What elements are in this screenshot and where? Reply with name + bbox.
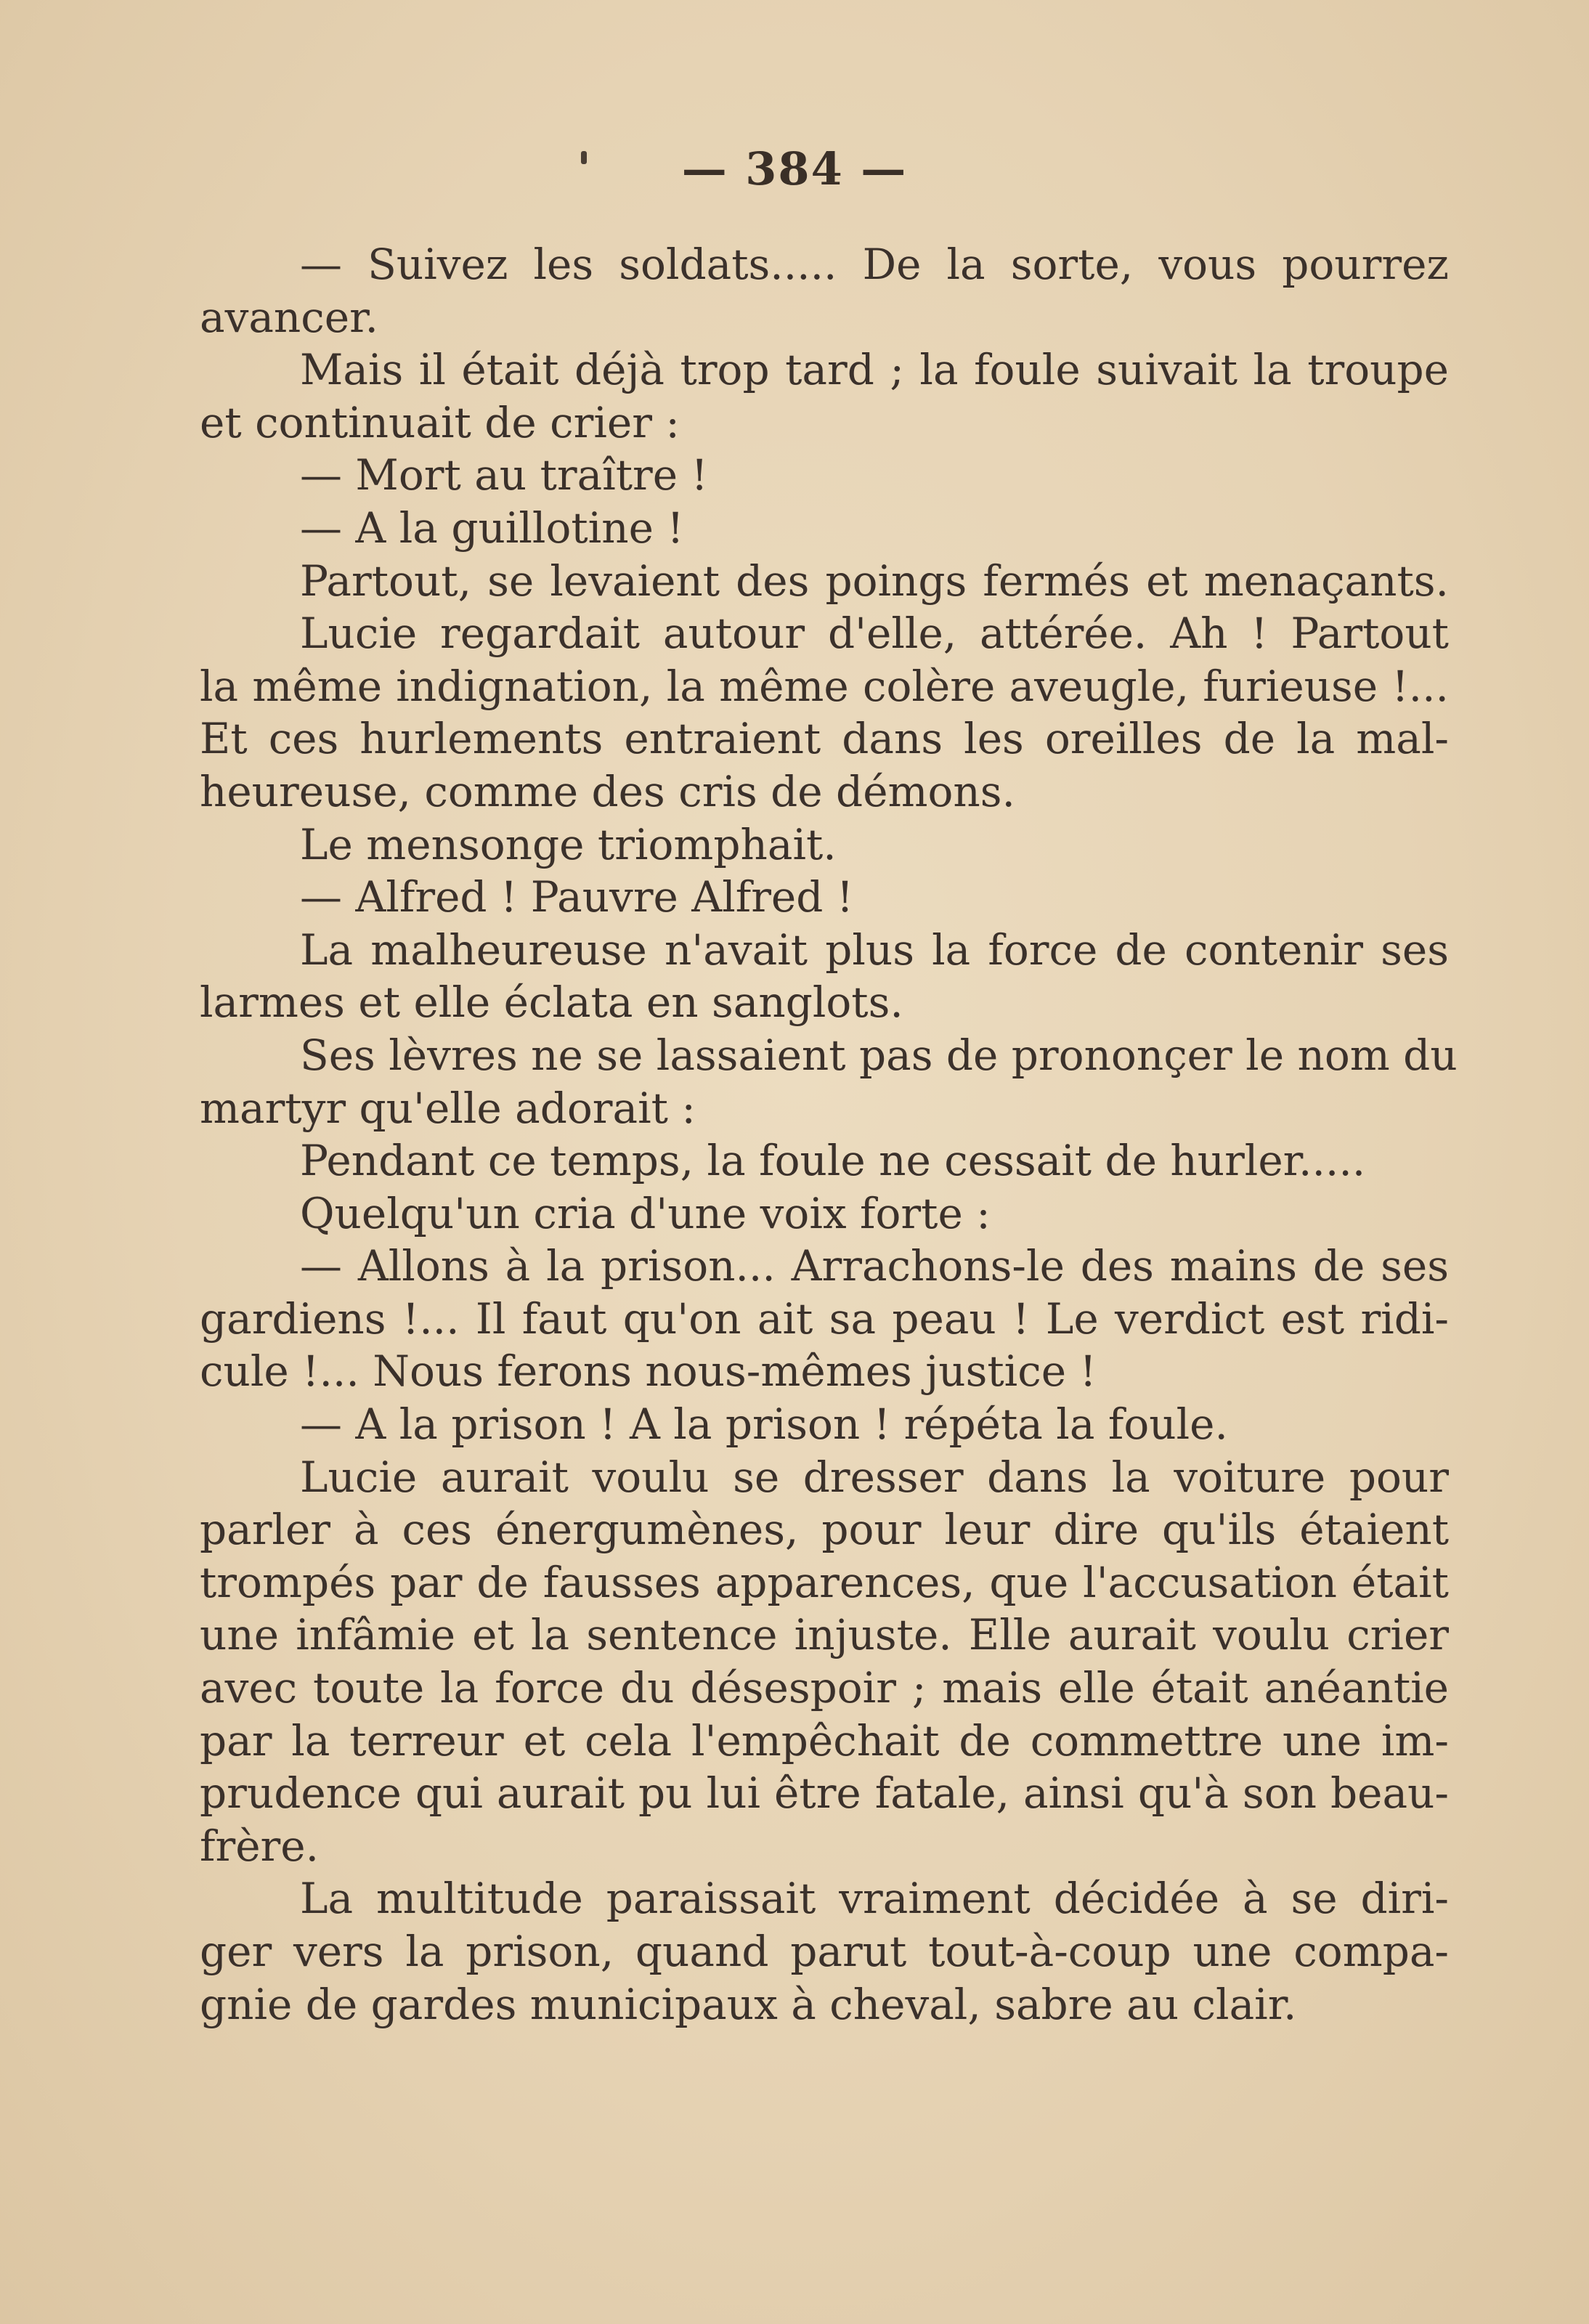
text-line: Lucie regardait autour d'elle, attérée. Ah ! Partout (300, 609, 1449, 659)
text-line: — Mort au traître ! (300, 450, 708, 500)
text-line: La multitude paraissait vraiment décidée à se diri- (300, 1874, 1449, 1924)
text-line: gnie de gardes municipaux à cheval, sabre au clair. (200, 1979, 1297, 2029)
text-line: Ses lèvres ne se lassaient pas de prononçer le nom du (300, 1030, 1458, 1080)
text-line: gardiens !... Il faut qu'on ait sa peau ! Le verdict est ridi- (200, 1293, 1449, 1344)
text-line: Partout, se levaient des poings fermés et menaçants. (300, 556, 1449, 606)
text-line: prudence qui aurait pu lui être fatale, ainsi qu'à son beau- (200, 1768, 1449, 1819)
text-line: martyr qu'elle adorait : (200, 1083, 696, 1133)
text-line: — Allons à la prison... Arrachons-le des mains de ses (300, 1241, 1449, 1291)
text-line: Et ces hurlements entraient dans les oreilles de la mal- (200, 714, 1449, 764)
text-line: Quelqu'un cria d'une voix forte : (300, 1188, 991, 1238)
text-line: par la terreur et cela l'empêchait de commettre une im- (200, 1715, 1449, 1766)
text-line: frère. (200, 1821, 320, 1871)
text-line: — Alfred ! Pauvre Alfred ! (300, 872, 854, 922)
text-line: trompés par de fausses apparences, que l'accusation était (200, 1557, 1449, 1607)
text-line: Mais il était déjà trop tard ; la foule suivait la troupe (300, 345, 1449, 395)
body-text (200, 238, 1458, 2031)
text-line: — A la guillotine ! (300, 503, 684, 553)
text-line: — A la prison ! A la prison ! répéta la foule. (300, 1399, 1228, 1450)
text-line: une infâmie et la sentence injuste. Elle aurait voulu crier (200, 1610, 1449, 1660)
page-number: — 384 — (681, 142, 908, 195)
text-line: la même indignation, la même colère aveugle, furieuse !... (200, 661, 1449, 711)
text-line: Le mensonge triomphait. (300, 819, 837, 869)
text-line: Pendant ce temps, la foule ne cessait de hurler..... (300, 1136, 1366, 1186)
text-line: cule !... Nous ferons nous-mêmes justice ! (200, 1346, 1097, 1397)
text-line: Lucie aurait voulu se dresser dans la voiture pour (300, 1452, 1449, 1502)
text-line: La malheureuse n'avait plus la force de contenir ses (300, 925, 1449, 975)
text-line: heureuse, comme des cris de démons. (200, 766, 1015, 816)
text-line: ger vers la prison, quand parut tout-à-coup une compa- (200, 1927, 1449, 1976)
text-line: et continuait de crier : (200, 397, 680, 447)
text-line: larmes et elle éclata en sanglots. (200, 978, 903, 1028)
text-line: avancer. (200, 292, 378, 342)
text-line: — Suivez les soldats..... De la sorte, vous pourrez (300, 240, 1449, 289)
text-line: avec toute la force du désespoir ; mais elle était anéantie (200, 1663, 1449, 1713)
text-line: parler à ces énergumènes, pour leur dire qu'ils étaient (200, 1505, 1449, 1555)
